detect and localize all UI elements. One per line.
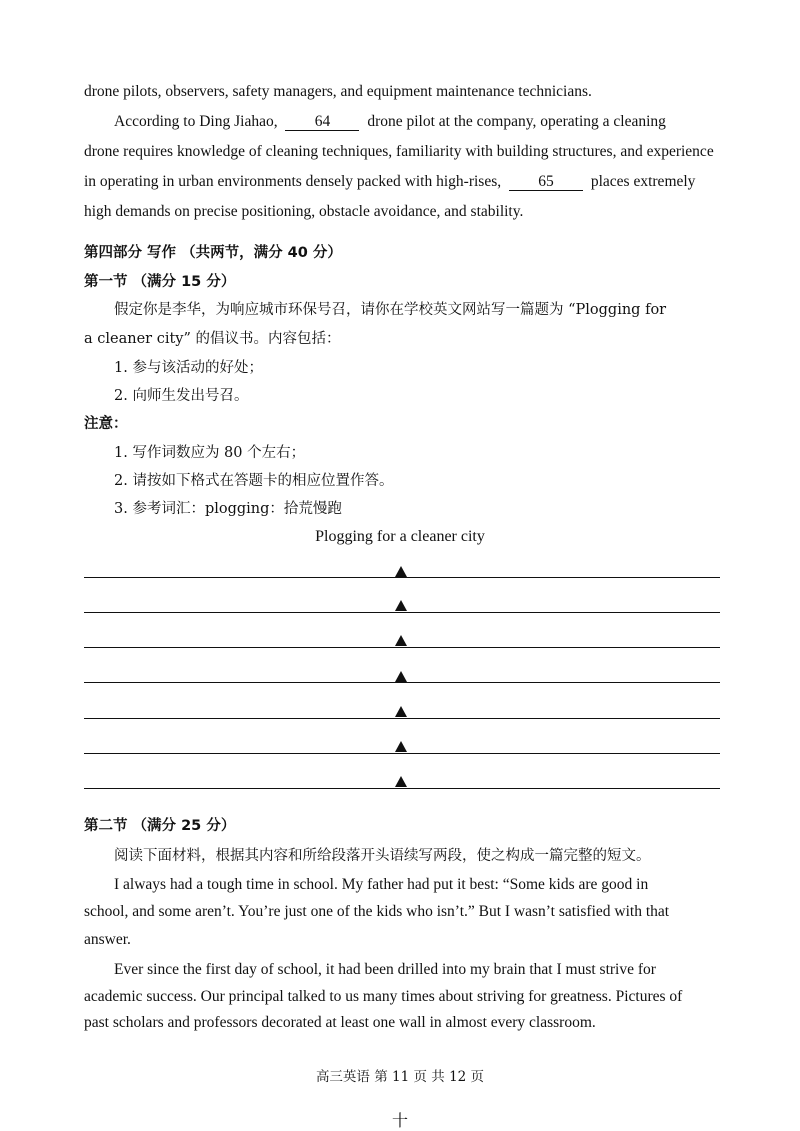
prompt-line-2: a cleaner city” 的倡议书。内容包括： [84,331,341,347]
notes-heading: 注意： [84,416,128,432]
page-footer: 高三英语 第 11 页 共 12 页 [315,1069,485,1085]
note-3: 3. 参考词汇：plogging：拾荒慢跑 [114,501,342,517]
prompt-line-1: 假定你是李华，为响应城市环保号召，请你在学校英文网站写一篇题为 “Plogging for [114,302,667,318]
answer-line-2[interactable] [84,612,720,613]
blank-64[interactable]: 64 [285,114,359,131]
passage-line-2-start: According to Ding Jiahao, [114,113,278,130]
essay-title: Plogging for a cleaner city [315,528,485,545]
passage-line-4 [84,172,724,192]
answer-line-7[interactable] [84,788,720,789]
answer-marker-7 [395,776,407,787]
content-item-2: 2. 向师生发出号召。 [114,388,249,404]
story-p2-line-1: Ever since the first day of school, it had been drilled into my brain that I must strive for [114,961,656,978]
passage-line-1: drone pilots, observers, safety managers, and equipment maintenance technicians. [84,83,592,100]
section-one-heading: 第一节 （满分 15 分） [84,274,236,290]
story-p1-line-3: answer. [84,931,131,948]
answer-marker-5 [395,706,407,717]
passage-line-2 [114,112,754,132]
passage-line-5: high demands on precise positioning, obstacle avoidance, and stability. [84,203,524,220]
answer-line-3[interactable] [84,647,720,648]
answer-line-6[interactable] [84,753,720,754]
binding-mark: 十 [391,1111,408,1130]
answer-marker-1 [395,566,407,577]
passage-line-3: drone requires knowledge of cleaning techniques, familiarity with building structures, and experience [84,143,714,160]
answer-line-1[interactable] [84,577,720,578]
story-p2-line-3: past scholars and professors decorated at least one wall in almost every classroom. [84,1014,596,1031]
note-1: 1. 写作词数应为 80 个左右； [114,445,306,461]
story-p1-line-2: school, and some aren’t. You’re just one of the kids who isn’t.” But I wasn’t satisfied with that [84,903,670,920]
story-p2-line-2: academic success. Our principal talked to us many times about striving for greatness. Pictures of [84,988,683,1005]
story-p1-line-1: I always had a tough time in school. My father had put it best: “Some kids are good in [114,876,649,893]
answer-line-4[interactable] [84,682,720,683]
answer-marker-6 [395,741,407,752]
passage-line-2-end: drone pilot at the company, operating a cleaning [367,113,666,130]
passage-line-4-end: places extremely [590,173,696,190]
section-two-heading: 第二节 （满分 25 分） [84,818,236,834]
answer-line-5[interactable] [84,718,720,719]
passage-line-4-start: in operating in urban environments densely packed with high-rises, [84,173,502,190]
answer-marker-2 [395,600,407,611]
part-four-heading: 第四部分 写作 （共两节，满分 40 分） [84,245,342,261]
blank-65[interactable]: 65 [509,174,583,191]
section-two-instruction: 阅读下面材料，根据其内容和所给段落开头语续写两段，使之构成一篇完整的短文。 [114,848,651,864]
note-2: 2. 请按如下格式在答题卡的相应位置作答。 [114,473,394,489]
answer-marker-3 [395,635,407,646]
answer-marker-4 [395,671,407,682]
content-item-1: 1. 参与该活动的好处； [114,360,263,376]
